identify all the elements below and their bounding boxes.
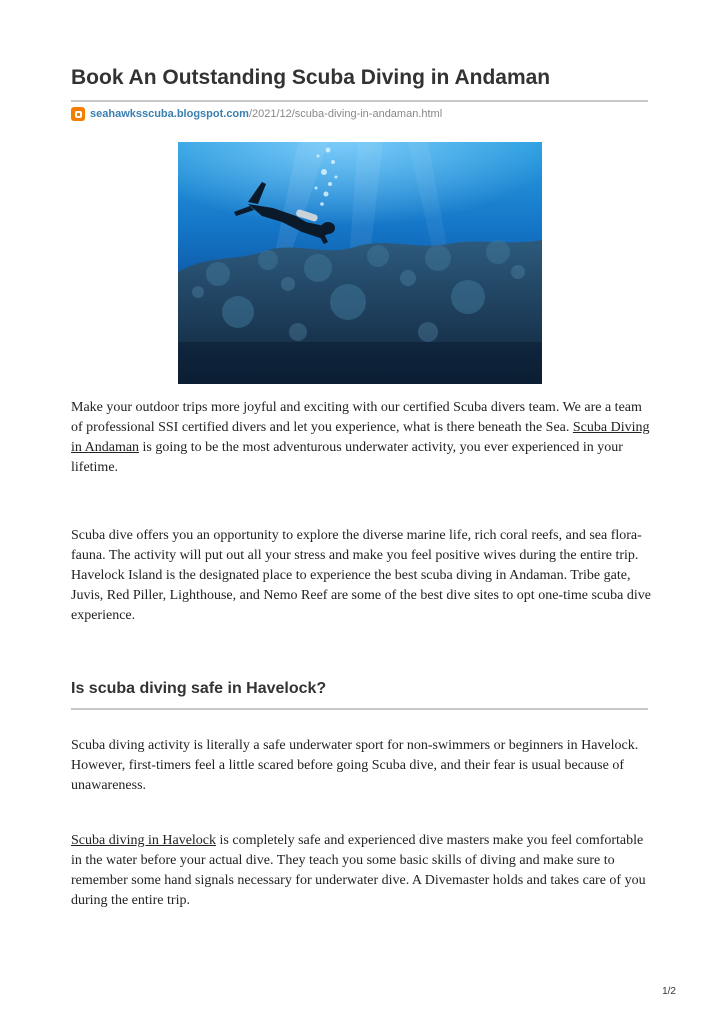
source-path[interactable]: /2021/12/scuba-diving-in-andaman.html: [248, 108, 443, 120]
title-divider: [71, 100, 648, 102]
havelock-paragraph: [71, 831, 651, 911]
scuba-diver-over-coral-reef-image: [178, 142, 542, 384]
scuba-diving-in-havelock-link[interactable]: Scuba diving in Havelock: [71, 833, 217, 848]
blogger-icon: [71, 107, 85, 121]
safety-paragraph: Scuba diving activity is literally a safe underwater sport for non-swimmers or beginners in Havelock. However, first-timers feel a little scared before going Scuba dive, and their fear is usual because of unawareness.: [71, 738, 639, 793]
source-url[interactable]: [71, 106, 442, 122]
source-domain[interactable]: seahawksscuba.blogspot.com: [90, 108, 249, 120]
intro-text: Make your outdoor trips more joyful and exciting with our certified Scuba divers team. We are a team of professional SSI certified divers and let you experience, what is there beneath the Sea.: [71, 400, 642, 435]
intro-paragraph: [71, 398, 651, 478]
section-heading: Is scuba diving safe in Havelock?: [71, 680, 327, 697]
page-title: Book An Outstanding Scuba Diving in Andaman: [71, 66, 551, 89]
havelock-text: is completely safe and experienced dive masters make you feel comfortable in the water before your actual dive. They teach you some basic skills of diving and make sure to remember some hand signals necessary for underwater dive. A Divemaster holds and takes care of you during the entire trip.: [71, 833, 646, 908]
page-number: 1/2: [662, 986, 676, 997]
scuba-diving-in-andaman-link[interactable]: Scuba Diving in Andaman: [71, 420, 650, 455]
intro-text-continued: is going to be the most adventurous underwater activity, you ever experienced in your lifetime.: [71, 440, 623, 475]
dive-sites-paragraph: Scuba dive offers you an opportunity to explore the diverse marine life, rich coral reefs, and sea flora-fauna. The activity will put out all your stress and make you feel positive wives during the entire trip. Havelock Island is the designated place to experience the best scuba diving in Andaman. Tribe gate, Juvis, Red Piller, Lighthouse, and Nemo Reef are some of the best dive sites to opt one-time scuba dive experience.: [71, 528, 651, 623]
section-divider: [71, 708, 648, 710]
